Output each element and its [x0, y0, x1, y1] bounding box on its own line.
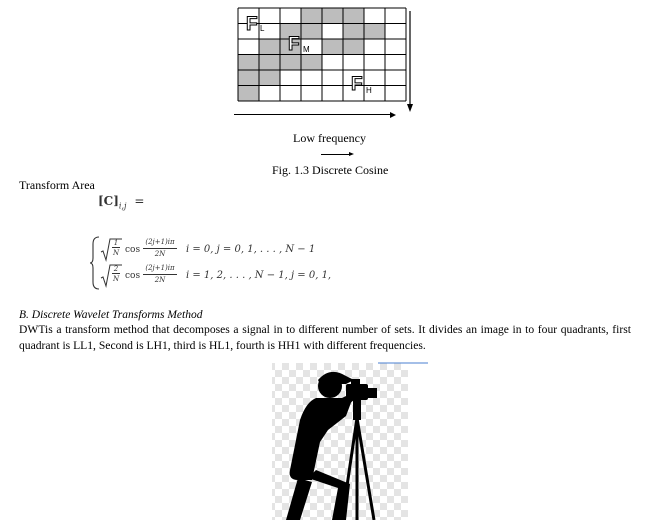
- caption-arrowhead: [349, 152, 354, 156]
- frac-num-2: (2j+1)iπ: [145, 264, 175, 272]
- cond-2: i = 1, 2, . . . , N − 1, j = 0, 1,: [186, 270, 332, 281]
- sqrt-num-1: 1: [113, 239, 119, 247]
- sqrt-den-2: N: [112, 275, 120, 283]
- fl-sub-label: L: [260, 24, 265, 33]
- fl-label: F: [246, 14, 258, 35]
- sqrt-den-1: N: [112, 249, 120, 257]
- cond-1: i = 0, j = 0, 1, . . . , N − 1: [186, 244, 316, 255]
- horizontal-arrowhead: [390, 112, 396, 118]
- grid-shaded-cell: [322, 39, 343, 55]
- grid-shaded-cell: [301, 24, 322, 40]
- fh-sub-label: H: [366, 86, 372, 95]
- caption-arrow-line: [321, 154, 351, 155]
- photographer-icon: [250, 360, 430, 520]
- grid-shaded-cell: [343, 8, 364, 24]
- grid-shaded-cell: [301, 55, 322, 71]
- fm-sub-label: M: [303, 45, 310, 54]
- sqrt-num-2: 2: [113, 265, 119, 273]
- grid-shaded-cell: [259, 39, 280, 55]
- grid-shaded-cell: [301, 8, 322, 24]
- frac-den-1: 2N: [154, 250, 166, 258]
- low-frequency-label: Low frequency: [293, 131, 366, 145]
- tripod-head: [353, 400, 361, 420]
- figure-caption: Fig. 1.3 Discrete Cosine: [272, 163, 389, 177]
- section-body: DWTis a transform method that decomposes a signal in to different number of sets. It divides an image in to four quadrants, first quadrant is LL1, Second is LH1, third is HL1, fourth is HH1 with different frequencies.: [19, 323, 631, 352]
- camera-lens: [367, 388, 377, 398]
- equation-lhs-subscript: i,j: [118, 201, 127, 211]
- equation-brace: [90, 236, 100, 295]
- fh-label: F: [351, 74, 363, 95]
- equation-lhs-equals: =: [134, 194, 145, 208]
- equation-lhs: [98, 194, 144, 210]
- cos-1: cos: [125, 245, 141, 255]
- grid-shaded-cell: [343, 39, 364, 55]
- horizontal-axis-line: [234, 114, 394, 115]
- dct-grid-svg: [236, 6, 436, 118]
- dct-frequency-grid-figure: [236, 6, 436, 123]
- cos-2: cos: [125, 271, 141, 281]
- fm-label: F: [288, 34, 300, 55]
- grid-shaded-cell: [238, 70, 259, 86]
- grid-shaded-cell: [280, 55, 301, 71]
- grid-shaded-cell: [343, 24, 364, 40]
- vertical-arrowhead: [407, 104, 413, 112]
- grid-shaded-cell: [259, 55, 280, 71]
- section-heading: B. Discrete Wavelet Transforms Method: [19, 309, 203, 321]
- frac-den-2: 2N: [154, 276, 166, 284]
- grid-shaded-cell: [259, 70, 280, 86]
- grid-shaded-cell: [238, 55, 259, 71]
- grid-shaded-cell: [322, 8, 343, 24]
- frac-num-1: (2j+1)iπ: [145, 238, 175, 246]
- equation-lhs-matrix: [C]: [98, 194, 119, 208]
- grid-shaded-cell: [364, 24, 385, 40]
- transform-area-label: Transform Area: [19, 178, 95, 192]
- grid-shaded-cell: [238, 86, 259, 102]
